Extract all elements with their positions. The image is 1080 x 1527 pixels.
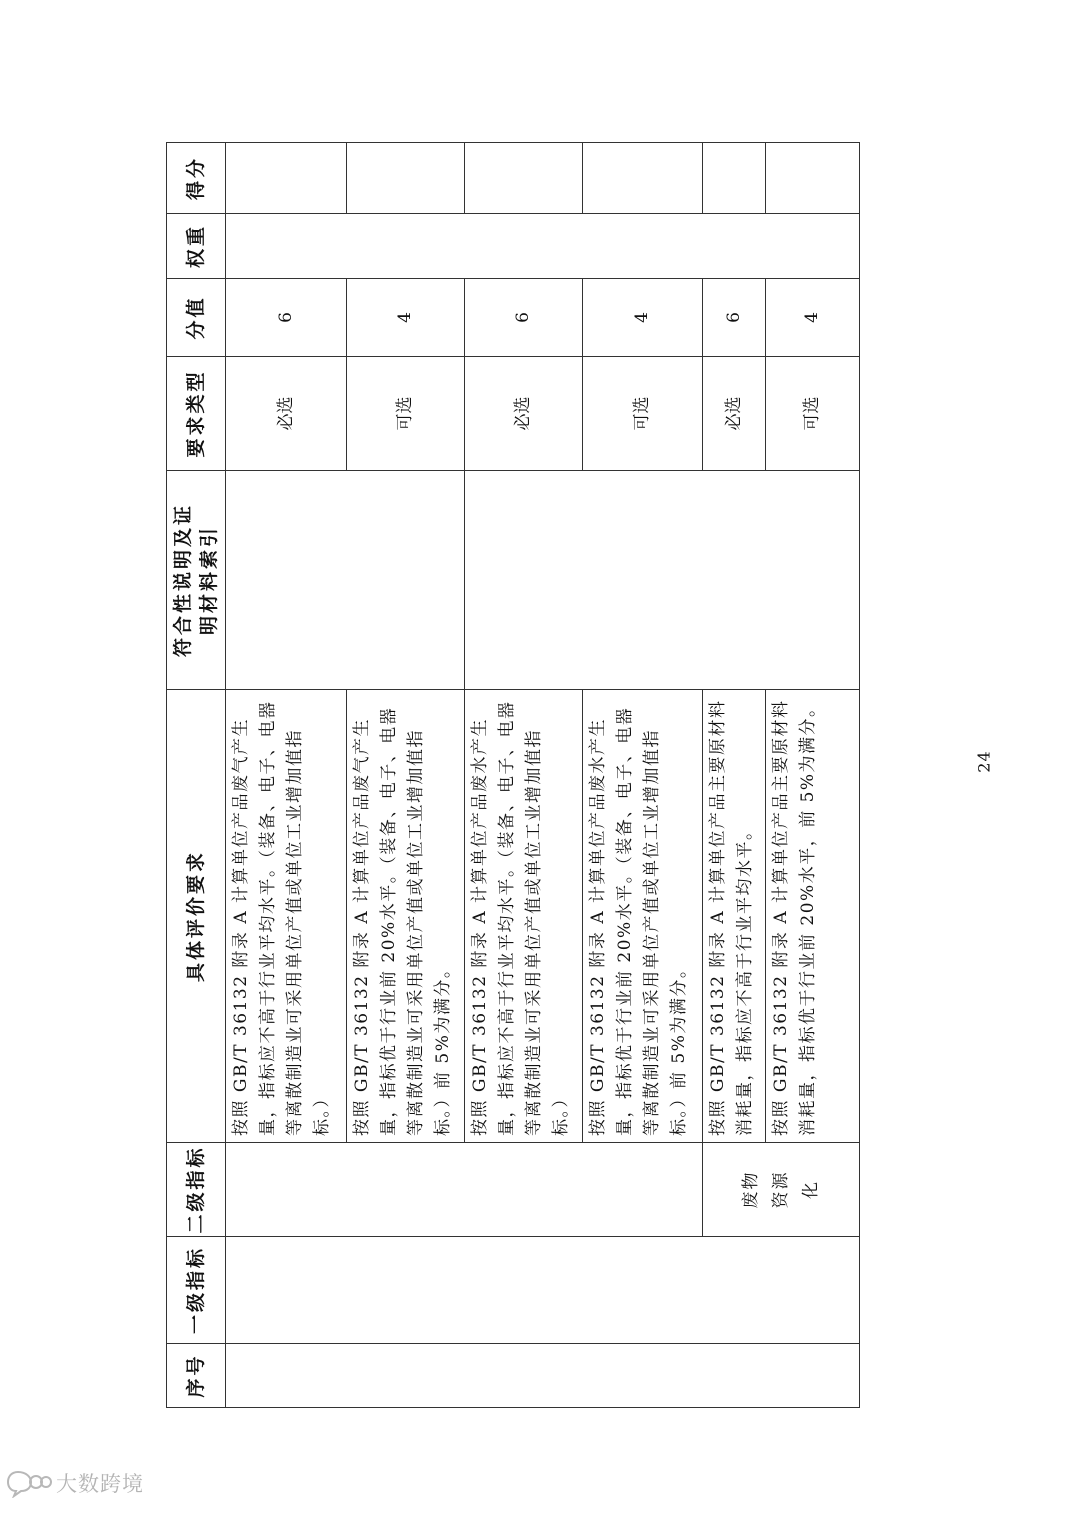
requirement-cell: 按照 GB/T 36132 附录 A 计算单位产品主要原材料消耗量，指标应不高于行业平均水平。 bbox=[703, 690, 766, 1143]
table-row bbox=[703, 143, 766, 1408]
table-row bbox=[226, 143, 347, 1408]
evaluation-table bbox=[166, 142, 860, 1408]
page-number: 24 bbox=[974, 750, 994, 773]
requirement-cell: 按照 GB/T 36132 附录 A 计算单位产品废水产生量，指标优于行业前 20%水平。（装备、电子、电器等离散制造业可采用单位产值或单位工业增加值指标。）前 5%为满分。 bbox=[583, 690, 703, 1143]
points-cell: 4 bbox=[766, 279, 860, 357]
points-cell: 6 bbox=[226, 279, 347, 357]
header-weight: 权重 bbox=[167, 214, 226, 279]
points-cell: 4 bbox=[347, 279, 465, 357]
level2-cell bbox=[226, 1143, 703, 1237]
header-level2: 二级指标 bbox=[167, 1143, 226, 1237]
table-header-row bbox=[167, 143, 226, 1408]
header-score: 得分 bbox=[167, 143, 226, 214]
score-cell bbox=[766, 143, 860, 214]
score-cell bbox=[703, 143, 766, 214]
header-points: 分值 bbox=[167, 279, 226, 357]
score-cell bbox=[347, 143, 465, 214]
header-evidence: 符合性说明及证明材料索引 bbox=[167, 471, 226, 690]
score-cell bbox=[465, 143, 583, 214]
req-type-cell: 可选 bbox=[766, 357, 860, 471]
evidence-cell bbox=[465, 471, 860, 690]
points-cell: 4 bbox=[583, 279, 703, 357]
header-seq: 序号 bbox=[167, 1344, 226, 1408]
requirement-cell: 按照 GB/T 36132 附录 A 计算单位产品废气产生量，指标优于行业前 20%水平。（装备、电子、电器等离散制造业可采用单位产值或单位工业增加值指标。）前 5%为满分。 bbox=[347, 690, 465, 1143]
seq-cell bbox=[226, 1344, 860, 1408]
score-cell bbox=[226, 143, 347, 214]
watermark-text: 大数跨境 bbox=[56, 1472, 144, 1496]
evidence-cell bbox=[226, 471, 465, 690]
req-type-cell: 可选 bbox=[347, 357, 465, 471]
rotated-table-region bbox=[166, 143, 858, 1408]
req-type-cell: 必选 bbox=[703, 357, 766, 471]
header-req-type: 要求类型 bbox=[167, 357, 226, 471]
weight-cell bbox=[226, 214, 860, 279]
points-cell: 6 bbox=[703, 279, 766, 357]
score-cell bbox=[583, 143, 703, 214]
points-cell: 6 bbox=[465, 279, 583, 357]
header-level1: 一级指标 bbox=[167, 1237, 226, 1344]
requirement-cell: 按照 GB/T 36132 附录 A 计算单位产品主要原材料消耗量，指标优于行业前 20%水平，前 5%为满分。 bbox=[766, 690, 860, 1143]
table-wrapper bbox=[166, 143, 858, 1408]
watermark bbox=[6, 1468, 144, 1498]
requirement-cell: 按照 GB/T 36132 附录 A 计算单位产品废气产生量，指标应不高于行业平均水平。（装备、电子、电器等离散制造业可采用单位产值或单位工业增加值指标。） bbox=[226, 690, 347, 1143]
level2-cell: 废物资源化 bbox=[703, 1143, 860, 1237]
level1-cell bbox=[226, 1237, 860, 1344]
chat-bubble-logo-icon bbox=[6, 1468, 52, 1498]
requirement-cell: 按照 GB/T 36132 附录 A 计算单位产品废水产生量，指标应不高于行业平均水平。（装备、电子、电器等离散制造业可采用单位产值或单位工业增加值指标。） bbox=[465, 690, 583, 1143]
header-requirement: 具体评价要求 bbox=[167, 690, 226, 1143]
req-type-cell: 必选 bbox=[465, 357, 583, 471]
req-type-cell: 可选 bbox=[583, 357, 703, 471]
req-type-cell: 必选 bbox=[226, 357, 347, 471]
